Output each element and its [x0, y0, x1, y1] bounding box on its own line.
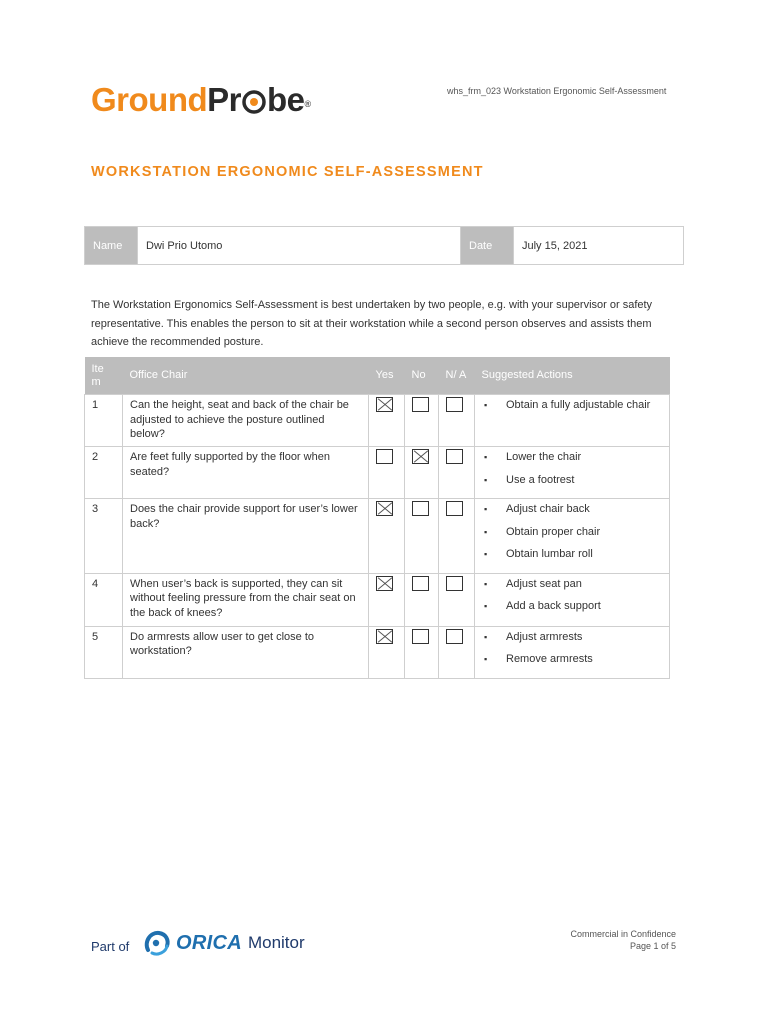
checklist-header-row	[85, 357, 670, 395]
suggested-action-item: ▪ Remove armrests	[482, 652, 662, 667]
orica-swirl-icon	[142, 928, 172, 958]
question-text: Does the chair provide support for user’s lower back?	[123, 499, 369, 574]
no-checkbox[interactable]	[412, 501, 429, 516]
no-checkbox[interactable]	[412, 629, 429, 644]
yes-checkbox[interactable]	[376, 576, 393, 591]
suggested-action-item: ▪ Use a footrest	[482, 473, 662, 488]
page-title: WORKSTATION ERGONOMIC SELF-ASSESSMENT	[91, 164, 484, 180]
no-checkbox[interactable]	[412, 576, 429, 591]
part-of-label: Part of	[91, 939, 130, 954]
suggested-actions-cell	[475, 573, 670, 626]
suggested-actions-cell	[475, 395, 670, 447]
logo-be-text: be	[267, 81, 305, 118]
header-na: N/ A	[439, 357, 475, 395]
suggested-action-item: ▪ Add a back support	[482, 599, 662, 614]
item-number: 3	[85, 499, 123, 574]
suggested-action-item: ▪ Lower the chair	[482, 450, 662, 465]
na-cell	[439, 499, 475, 574]
footer-right	[570, 928, 676, 952]
item-number: 5	[85, 626, 123, 678]
logo-registered-mark: ®	[304, 99, 311, 109]
no-cell	[405, 626, 439, 678]
name-label: Name	[85, 227, 138, 265]
question-text: When user’s back is supported, they can sit without feeling pressure from the chair seat on the back of knees?	[123, 573, 369, 626]
yes-cell	[369, 573, 405, 626]
na-checkbox[interactable]	[446, 629, 463, 644]
checklist-row	[85, 499, 670, 574]
intro-paragraph: The Workstation Ergonomics Self-Assessment is best undertaken by two people, e.g. with your supervisor or safety representative. This enables the person to sit at their workstation while a second person observes and assists them achieve the recommended posture.	[91, 299, 653, 348]
na-cell	[439, 395, 475, 447]
monitor-text: Monitor	[247, 933, 305, 952]
checklist-row	[85, 573, 670, 626]
yes-cell	[369, 447, 405, 499]
question-text: Do armrests allow user to get close to workstation?	[123, 626, 369, 678]
date-value[interactable]: July 15, 2021	[514, 227, 684, 265]
no-checkbox[interactable]	[412, 397, 429, 412]
checklist-row	[85, 626, 670, 678]
suggested-actions-cell	[475, 447, 670, 499]
checklist-row	[85, 447, 670, 499]
orica-text: ORICA	[176, 931, 242, 954]
na-cell	[439, 447, 475, 499]
yes-cell	[369, 626, 405, 678]
header-suggested-actions: Suggested Actions	[475, 357, 670, 395]
item-number: 4	[85, 573, 123, 626]
logo-signal-o-icon	[241, 89, 267, 115]
name-value[interactable]: Dwi Prio Utomo	[138, 227, 461, 265]
no-cell	[405, 395, 439, 447]
suggested-actions-list	[482, 398, 662, 413]
yes-cell	[369, 395, 405, 447]
item-number: 2	[85, 447, 123, 499]
suggested-actions-list	[482, 630, 662, 667]
question-text: Can the height, seat and back of the chair be adjusted to achieve the posture outlined below?	[123, 395, 369, 447]
suggested-actions-list	[482, 577, 662, 614]
suggested-action-item: ▪ Adjust seat pan	[482, 577, 662, 592]
suggested-actions-list	[482, 450, 662, 487]
suggested-actions-cell	[475, 499, 670, 574]
item-number: 1	[85, 395, 123, 447]
header-no: No	[405, 357, 439, 395]
na-cell	[439, 573, 475, 626]
suggested-action-item: ▪ Adjust armrests	[482, 630, 662, 645]
no-cell	[405, 499, 439, 574]
yes-checkbox[interactable]	[376, 629, 393, 644]
confidentiality-notice: Commercial in Confidence	[570, 929, 676, 939]
yes-checkbox[interactable]	[376, 501, 393, 516]
date-label: Date	[461, 227, 514, 265]
suggested-actions-list	[482, 502, 662, 562]
yes-checkbox[interactable]	[376, 397, 393, 412]
header-yes: Yes	[369, 357, 405, 395]
no-checkbox[interactable]	[412, 449, 429, 464]
question-text: Are feet fully supported by the floor when seated?	[123, 447, 369, 499]
suggested-action-item: ▪ Obtain proper chair	[482, 525, 662, 540]
header-item: Ite m	[85, 357, 123, 395]
na-checkbox[interactable]	[446, 576, 463, 591]
document-reference: whs_frm_023 Workstation Ergonomic Self-Assessment	[447, 86, 667, 96]
header-office-chair: Office Chair	[123, 357, 369, 395]
orica-monitor-logo	[142, 928, 305, 958]
logo-pr-text: Pr	[207, 81, 242, 118]
no-cell	[405, 573, 439, 626]
yes-checkbox[interactable]	[376, 449, 393, 464]
suggested-action-item: ▪ Obtain a fully adjustable chair	[482, 398, 662, 413]
info-table	[84, 226, 684, 265]
page-number: Page 1 of 5	[629, 941, 676, 951]
na-cell	[439, 626, 475, 678]
logo-ground-text: Ground	[91, 81, 208, 118]
checklist-row	[85, 395, 670, 447]
groundprobe-logo	[91, 80, 311, 120]
no-cell	[405, 447, 439, 499]
suggested-actions-cell	[475, 626, 670, 678]
yes-cell	[369, 499, 405, 574]
suggested-action-item: ▪ Obtain lumbar roll	[482, 547, 662, 562]
suggested-action-item: ▪ Adjust chair back	[482, 502, 662, 517]
na-checkbox[interactable]	[446, 449, 463, 464]
office-chair-checklist	[84, 357, 670, 679]
na-checkbox[interactable]	[446, 501, 463, 516]
na-checkbox[interactable]	[446, 397, 463, 412]
